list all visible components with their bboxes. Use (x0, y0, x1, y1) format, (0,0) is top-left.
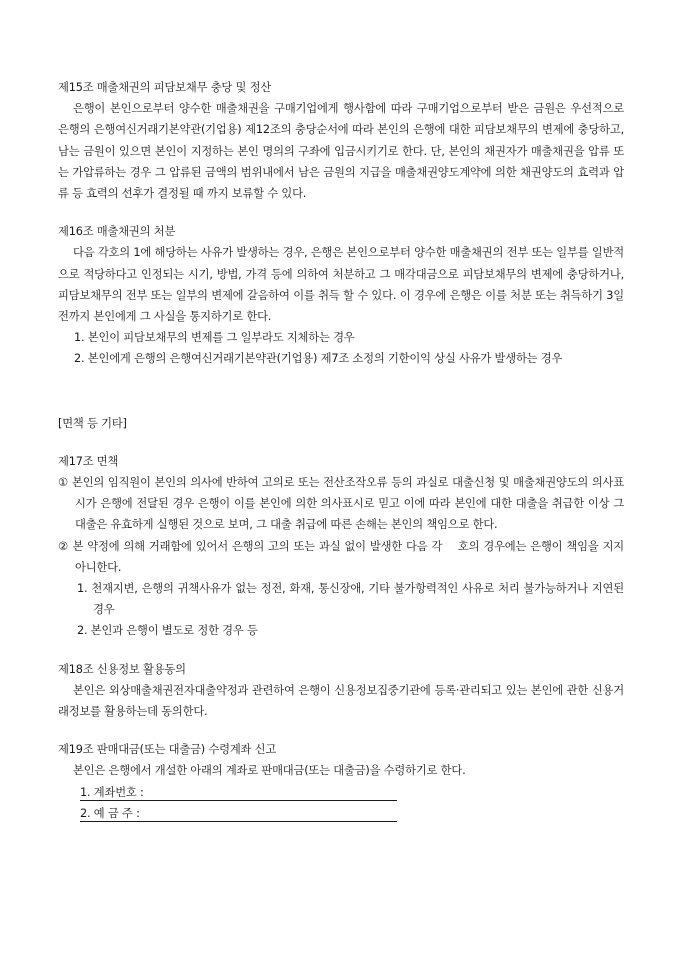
article-17-clause-1: ① 본인의 임직원이 본인의 의사에 반하여 고의로 또는 전산조작오류 등의 과실로 대출신청 및 매출채권양도의 의사표시가 은행에 전달된 경우 은행이 이를 본인에 의한 의사표시로 믿고 이에 따라 본인에 대한 대출을 취급한 이상 그 대출은 유효하게 실행된 것으로 보며, 그 대출 취급에 따른 손해는 본인의 책임으로 한다. (58, 476, 624, 532)
article-16-item-1: 1. 본인이 피담보채무의 변제를 그 일부라도 지체하는 경우 (74, 331, 355, 345)
article-18-title: 제18조 신용정보 활용동의 (58, 662, 186, 676)
article-17-title: 제17조 면책 (58, 454, 119, 468)
article-19-title: 제19조 판매대금(또는 대출금) 수령계좌 신고 (58, 743, 277, 757)
article-19-body: 본인은 은행에서 개설한 아래의 계좌로 판매대금(또는 대출금)을 수령하기로 한다. (73, 764, 466, 778)
account-number-field (58, 782, 624, 803)
document-page (58, 77, 624, 824)
section-header: [면책 등 기타] (58, 416, 127, 430)
article-16-body: 다음 각호의 1에 해당하는 사유가 발생하는 경우, 은행은 본인으로부터 양수한 매출채권의 전부 또는 일부를 일반적으로 적당하다고 인정되는 시기, 방법, 가격 등에 의하여 처분하고 그 매각대금으로 피담보채무의 변제에 충당하거나, 피담보채무의 전부 또는 일부의 변제에 갈음하여 이를 취득 할 수 있다. 이 경우에 은행은 이를 처분 또는 취득하기 3일전까지 본인에게 그 사실을 통지하기로 한다. (58, 246, 624, 324)
article-16-title: 제16조 매출채권의 처분 (58, 225, 176, 239)
account-number-label: 1. 계좌번호 : (80, 782, 397, 801)
article-17-item-1: 1. 천재지변, 은행의 귀책사유가 없는 정전, 화재, 통신장애, 기타 불가항력적인 사유로 처리 불가능하거나 지연된 경우 (77, 582, 624, 617)
account-holder-field (58, 803, 624, 824)
article-16-item-2: 2. 본인에게 은행의 은행여신거래기본약관(기업용) 제7조 소정의 기한이익 상실 사유가 발생하는 경우 (74, 352, 563, 366)
article-15-body: 은행이 본인으로부터 양수한 매출채권을 구매기업에게 행사함에 따라 구매기업으로부터 받은 금원은 우선적으로 은행의 은행여신거래기본약관(기업용) 제12조의 충당순서에 따라 본인의 은행에 대한 피담보채무의 변제에 충당하고, 남는 금원이 있으면 본인이 지정하는 본인 명의의 구좌에 입금시키기로 한다. 단, 본인의 채권자가 매출채권을 압류 또는 가압류하는 경우 그 압류된 금액의 범위내에서 남은 금원의 지급을 매출채권양도계약에 의한 채권양도의 효력과 압류 등 효력의 선후가 결정될 때 까지 보류할 수 있다. (58, 102, 624, 201)
article-18-body: 본인은 외상매출채권전자대출약정과 관련하여 은행이 신용정보집중기관에 등록·관리되고 있는 본인에 관한 신용거래정보를 활용하는데 동의한다. (58, 683, 624, 719)
article-17-clause-2: ② 본 약정에 의해 거래함에 있어서 은행의 고의 또는 과실 없이 발생한 다음 각 호의 경우에는 은행이 책임을 지지 아니한다. (58, 539, 624, 574)
article-17-item-2: 2. 본인과 은행이 별도로 정한 경우 등 (77, 624, 258, 638)
account-holder-label: 2. 예 금 주 : (80, 803, 397, 822)
article-15-title: 제15조 매출채권의 피담보채무 충당 및 정산 (58, 81, 272, 94)
